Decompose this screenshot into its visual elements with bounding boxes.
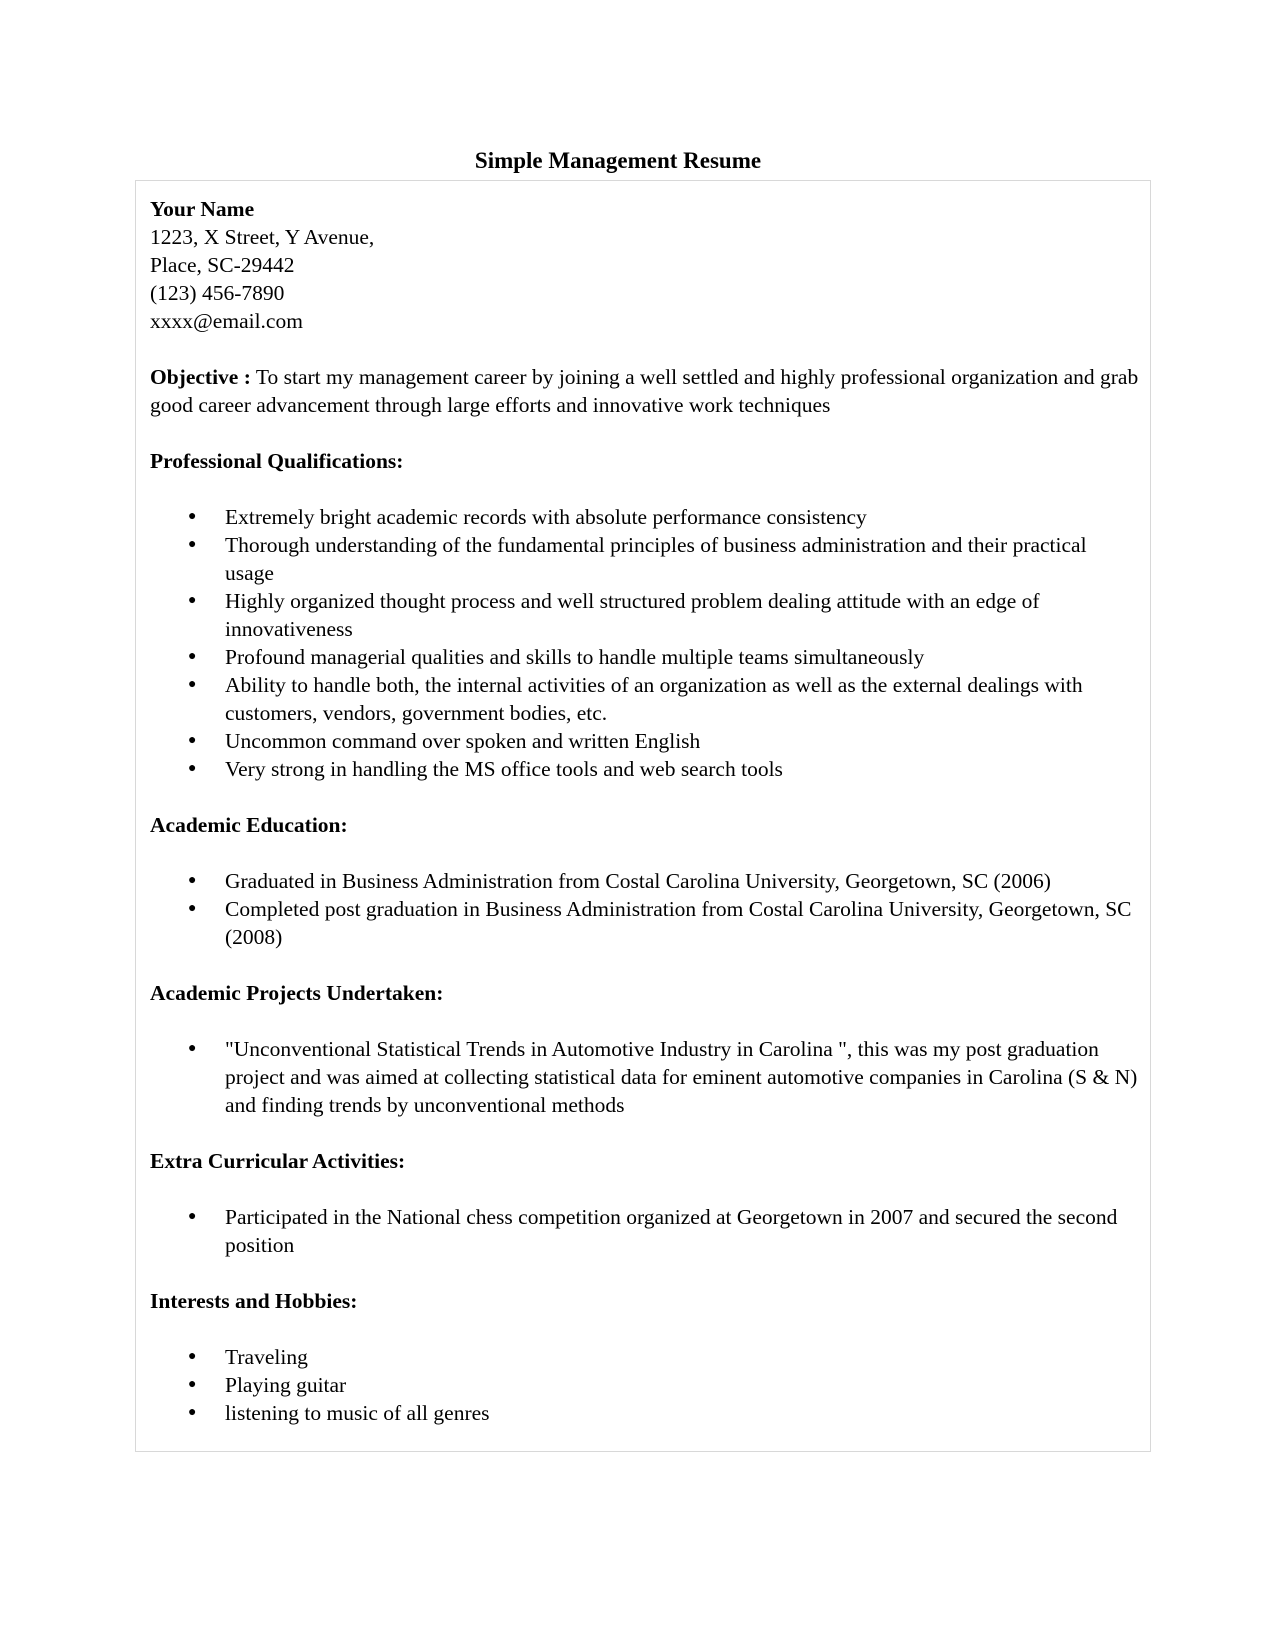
bullet-icon: ● — [188, 677, 197, 692]
bullet-icon: ● — [188, 537, 197, 552]
contact-address-line1: 1223, X Street, Y Avenue, — [150, 225, 375, 249]
contact-name: Your Name — [150, 197, 255, 221]
list-item — [150, 531, 1140, 587]
section-heading: Extra Curricular Activities: — [150, 1149, 406, 1173]
list-item-text: Completed post graduation in Business Administration from Costal Carolina University, Georgetown, SC (2008) — [225, 897, 1132, 949]
bullet-icon: ● — [188, 733, 197, 748]
objective-text: To start my management career by joining a well settled and highly professional organization and grab good career advancement through large efforts and innovative work techniques — [150, 365, 1139, 417]
list-item-text: Very strong in handling the MS office tools and web search tools — [225, 757, 783, 781]
list-item-text: listening to music of all genres — [225, 1401, 490, 1425]
objective-label: Objective : — [150, 365, 251, 389]
list-item — [150, 755, 1140, 783]
section-list — [150, 867, 1140, 951]
objective — [150, 363, 1140, 419]
list-item-text: Ability to handle both, the internal activities of an organization as well as the external dealings with customers, vendors, government bodies, etc. — [225, 673, 1083, 725]
list-item — [150, 1203, 1140, 1259]
list-item-text: "Unconventional Statistical Trends in Automotive Industry in Carolina ", this was my post graduation project and was aimed at collecting statistical data for eminent automotive companies in Carolina (S & N) and finding trends by unconventional methods — [225, 1037, 1138, 1117]
list-item — [150, 1371, 1140, 1399]
list-item — [150, 671, 1140, 727]
section-heading: Interests and Hobbies: — [150, 1289, 358, 1313]
list-item-text: Traveling — [225, 1345, 308, 1369]
list-item — [150, 895, 1140, 951]
list-item — [150, 1035, 1140, 1119]
bullet-icon: ● — [188, 901, 197, 916]
contact-email: xxxx@email.com — [150, 309, 303, 333]
list-item — [150, 727, 1140, 755]
section-list — [150, 1035, 1140, 1119]
list-item-text: Profound managerial qualities and skills to handle multiple teams simultaneously — [225, 645, 925, 669]
list-item — [150, 587, 1140, 643]
list-item-text: Playing guitar — [225, 1373, 347, 1397]
list-item — [150, 503, 1140, 531]
bullet-icon: ● — [188, 593, 197, 608]
list-item-text: Thorough understanding of the fundamental principles of business administration and their practical usage — [225, 533, 1087, 585]
list-item — [150, 643, 1140, 671]
contact-address-line2: Place, SC-29442 — [150, 253, 295, 277]
section-list — [150, 1203, 1140, 1259]
list-item-text: Participated in the National chess competition organized at Georgetown in 2007 and secured the second position — [225, 1205, 1118, 1257]
contact-phone: (123) 456-7890 — [150, 281, 285, 305]
resume-content — [150, 195, 1140, 1427]
bullet-icon: ● — [188, 509, 197, 524]
section-heading: Academic Projects Undertaken: — [150, 981, 444, 1005]
list-item — [150, 1399, 1140, 1427]
bullet-icon: ● — [188, 1209, 197, 1224]
bullet-icon: ● — [188, 873, 197, 888]
bullet-icon: ● — [188, 1349, 197, 1364]
list-item-text: Graduated in Business Administration from Costal Carolina University, Georgetown, SC (2006) — [225, 869, 1051, 893]
list-item-text: Extremely bright academic records with absolute performance consistency — [225, 505, 867, 529]
bullet-icon: ● — [188, 649, 197, 664]
bullet-icon: ● — [188, 1041, 197, 1056]
contact-block — [150, 195, 1140, 335]
page-title: Simple Management Resume — [474, 148, 762, 173]
list-item — [150, 867, 1140, 895]
list-item — [150, 1343, 1140, 1371]
section-list — [150, 503, 1140, 783]
section-heading: Academic Education: — [150, 813, 348, 837]
bullet-icon: ● — [188, 1377, 197, 1392]
section-list — [150, 1343, 1140, 1427]
bullet-icon: ● — [188, 1405, 197, 1420]
sections-container — [150, 419, 1140, 1427]
list-item-text: Highly organized thought process and well structured problem dealing attitude with an edge of innovativeness — [225, 589, 1040, 641]
section-heading: Professional Qualifications: — [150, 449, 404, 473]
list-item-text: Uncommon command over spoken and written English — [225, 729, 701, 753]
bullet-icon: ● — [188, 761, 197, 776]
